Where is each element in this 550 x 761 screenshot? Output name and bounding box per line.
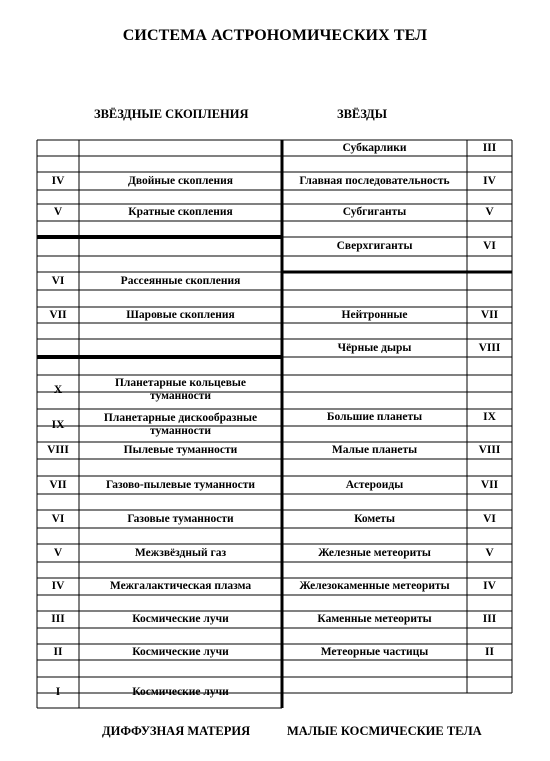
right-row-roman-numeral: V bbox=[485, 206, 494, 218]
left-row-roman-numeral: VI bbox=[51, 274, 65, 287]
right-row-roman-numeral: IX bbox=[483, 411, 496, 423]
left-row-roman-numeral: IV bbox=[51, 580, 65, 592]
right-row-roman-numeral: VIII bbox=[478, 341, 501, 354]
right-row-label: Чёрные дыры bbox=[337, 341, 412, 354]
left-row-label: Межгалактическая плазма bbox=[109, 580, 252, 592]
left-row-roman-numeral: VIII bbox=[47, 444, 69, 456]
left-row-roman-numeral: VI bbox=[51, 512, 65, 525]
left-row-label: Газовые туманности bbox=[127, 512, 234, 525]
left-row-roman-numeral: II bbox=[53, 645, 63, 658]
left-row-roman-numeral: V bbox=[53, 206, 63, 218]
right-row-roman-numeral: VII bbox=[480, 308, 499, 321]
right-row-label: Большие планеты bbox=[326, 411, 423, 423]
right-row-roman-numeral: VII bbox=[480, 478, 499, 491]
right-row-roman-numeral: VI bbox=[483, 240, 496, 252]
right-row-label: Сверхгиганты bbox=[336, 240, 413, 252]
right-row-roman-numeral: VI bbox=[483, 512, 496, 525]
right-row-label: Малые планеты bbox=[331, 444, 418, 456]
right-row-roman-numeral: IV bbox=[483, 580, 496, 592]
left-section-footer: ДИФФУЗНАЯ МАТЕРИЯ bbox=[102, 724, 251, 738]
left-row-label: Шаровые скопления bbox=[126, 308, 235, 321]
right-row-label: Астероиды bbox=[345, 478, 404, 491]
left-row-roman-numeral: X bbox=[53, 383, 63, 396]
right-row-label: Субгиганты bbox=[342, 206, 407, 218]
right-row-label: Нейтронные bbox=[341, 308, 408, 321]
right-row-roman-numeral: V bbox=[485, 546, 494, 559]
right-section-footer: МАЛЫЕ КОСМИЧЕСКИЕ ТЕЛА bbox=[287, 724, 482, 738]
right-section-header: ЗВЁЗДЫ bbox=[337, 107, 387, 121]
left-row-roman-numeral: VII bbox=[49, 478, 67, 491]
left-row-label: Космические лучи bbox=[132, 645, 229, 658]
left-row-roman-numeral: VII bbox=[49, 308, 67, 321]
right-row-roman-numeral: VIII bbox=[478, 444, 501, 456]
left-row-roman-numeral: V bbox=[53, 546, 63, 559]
right-row-roman-numeral: IV bbox=[483, 174, 496, 187]
left-row-label: Межзвёздный газ bbox=[134, 546, 227, 559]
right-row-label: Железокаменные метеориты bbox=[299, 580, 450, 592]
right-row-label: Каменные метеориты bbox=[317, 613, 432, 625]
left-row-roman-numeral: IX bbox=[51, 418, 65, 431]
right-row-label: Кометы bbox=[354, 512, 395, 525]
right-row-label: Метеорные частицы bbox=[320, 645, 429, 658]
right-row-roman-numeral: II bbox=[485, 645, 494, 658]
left-row-label: Планетарные кольцевые туманности bbox=[114, 377, 247, 402]
left-row-label: Двойные скопления bbox=[128, 174, 233, 187]
right-row-label: Субкарлики bbox=[342, 141, 407, 154]
right-row-roman-numeral: III bbox=[482, 141, 497, 154]
left-row-label: Газово-пылевые туманности bbox=[105, 478, 256, 491]
right-row-label: Железные метеориты bbox=[318, 546, 431, 559]
left-row-label: Планетарные дискообразные туманности bbox=[103, 412, 258, 437]
left-row-label: Космические лучи bbox=[132, 686, 229, 698]
left-row-roman-numeral: I bbox=[55, 686, 61, 698]
left-row-label: Рассеянные скопления bbox=[120, 274, 241, 287]
left-row-label: Кратные скопления bbox=[128, 206, 233, 218]
left-row-label: Космические лучи bbox=[132, 613, 229, 625]
right-row-roman-numeral: III bbox=[482, 613, 497, 625]
right-row-label: Главная последовательность bbox=[299, 174, 450, 187]
page-title: СИСТЕМА АСТРОНОМИЧЕСКИХ ТЕЛ bbox=[122, 27, 428, 44]
left-section-header: ЗВЁЗДНЫЕ СКОПЛЕНИЯ bbox=[94, 107, 249, 121]
left-row-roman-numeral: III bbox=[51, 613, 65, 625]
left-row-label: Пылевые туманности bbox=[123, 444, 238, 456]
left-row-roman-numeral: IV bbox=[51, 174, 65, 187]
